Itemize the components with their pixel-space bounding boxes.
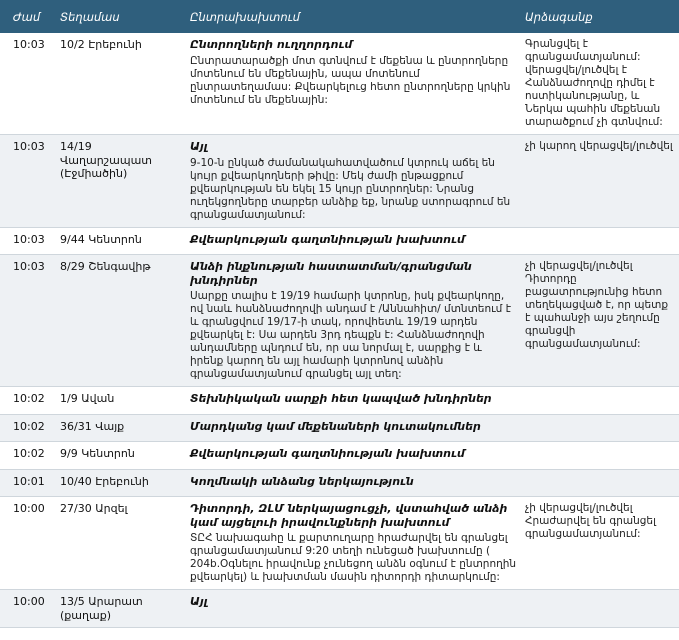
- row-time: 10:03: [13, 38, 45, 51]
- row-response: [521, 590, 679, 628]
- row-response: [521, 414, 679, 442]
- header-place: Տեղամաս: [60, 9, 120, 24]
- table-row: [0, 590, 679, 628]
- table-body: [0, 33, 679, 628]
- table-row: [0, 255, 679, 387]
- row-violation: [186, 387, 521, 415]
- row-time: 10:02: [13, 392, 45, 405]
- row-time: 10:01: [13, 474, 45, 488]
- row-place: 27/30 Արզել: [60, 502, 128, 515]
- row-time: 10:03: [13, 140, 45, 153]
- table-row: [0, 469, 679, 497]
- row-time: 10:02: [13, 447, 45, 460]
- violation-title: Տեխնիկական սարքի հետ կապված խնդիրներ: [190, 392, 492, 405]
- table-row: [0, 33, 679, 135]
- violation-title: Դիտորդի, ԶԼՄ ներկայացուցչի, վստահված անձի կամ այցելուի իրավունքների խախտում: [190, 502, 508, 529]
- row-place: 14/19 Վաղարշապատ (Էջմիածին): [60, 140, 153, 180]
- row-time: 10:00: [13, 502, 45, 515]
- violation-title: Այլ: [190, 595, 208, 608]
- row-place: 10/40 Էրեբունի: [60, 474, 149, 488]
- row-place: 9/44 Կենտրոն: [60, 232, 142, 246]
- row-response: [521, 387, 679, 415]
- header-time: Ժամ: [13, 9, 41, 24]
- row-response: չի վերացվել/լուծվել Դիտորդը բացատրությունից հետո տեղեկացված է, որ պետք է պահանջի այս շեղումը գրանցվի գրանցամատյանում:: [525, 260, 668, 350]
- violation-title: Անձի ինքնության հաստատման/գրանցման խնդիրներ: [190, 260, 472, 287]
- row-place: 36/31 Վայք: [60, 419, 125, 433]
- row-violation: [186, 255, 521, 387]
- violation-description: 9-10-ն ընկած ժամանակահատվածում կտրուկ աճել են կույր քվեարկողների թիվը: Մեկ ժամի ընթացքում քվեարկության են եկել 15 կույր ընտրողներ: Նրանց ուղեկցողները տարբեր անձիք եք, նրանք ստորագրում են գրանցամատյանում:: [190, 156, 511, 221]
- table-row: [0, 414, 679, 442]
- row-response: չի կարող վերացվել/լուծվել: [525, 140, 673, 152]
- row-time: 10:03: [13, 232, 45, 246]
- row-place: 13/5 Արարատ (քաղաք): [60, 595, 143, 622]
- violation-description: Սարքը տալիս է 19/19 համարի կտրոնը, իսկ քվեարկողը, ով նաև հանձնաժողովի անդամ է /Աննահիտ/ մտնտեում է և գրանցվում 19/17-ի տակ, որովհետև 19/19 արդեն քվեարկել է: Սա արդեն 3րդ դեպքն է: Հանձնաժողովի անդամները պնդում են, որ սա նորմալ է, սարքից է և իրենք կարող են այլ համարի կտրոնով անձին գրանցամատյանում գրանցել այլ տեղ:: [190, 290, 512, 380]
- violation-title: Այլ: [190, 140, 208, 153]
- row-time: 10:02: [13, 419, 45, 433]
- violation-title: Ընտրողների ուղղորդում: [190, 38, 353, 51]
- row-time: 10:00: [13, 595, 45, 608]
- table-row: [0, 227, 679, 255]
- row-violation: [186, 590, 521, 628]
- table-header: [0, 0, 679, 33]
- row-place: 9/9 Կենտրոն: [60, 447, 135, 460]
- violation-title: Քվեարկության գաղտնիության խախտում: [190, 232, 465, 246]
- violation-title: Քվեարկության գաղտնիության խախտում: [190, 447, 465, 460]
- row-violation: [186, 497, 521, 590]
- row-response: Գրանցվել է գրանցամատյանում: վերացվել/լուծվել է Հանձնաժողովը դիմել է ոստիկանությանը, և Ներկա պահին մեքենան տարածքում չի գտնվում:: [525, 38, 663, 128]
- table-row: [0, 387, 679, 415]
- header-row: [0, 0, 679, 33]
- header-violation: Ընտրախախտում: [190, 9, 300, 24]
- row-violation: [186, 227, 521, 255]
- table-row: [0, 135, 679, 228]
- row-place: 1/9 Ավան: [60, 392, 115, 405]
- row-violation: [186, 442, 521, 470]
- row-response: չի վերացվել/լուծվել Հրաժարվել են գրանցել գրանցամատյանում:: [525, 502, 656, 540]
- row-violation: [186, 469, 521, 497]
- header-response: Արձագանք: [525, 9, 593, 24]
- row-response: [521, 442, 679, 470]
- violation-description: ՏԸՀ նախագահը և քարտուղարը հրաժարվել են գրանցել գրանցամատյանում 9:20 տեղի ունեցած խախտումը ( 204b.Օգնելու իրավունք չունեցող անձն օգնում է ընտրողին քվեարկել) և խախտման մասին դիտորդի դիտարկումը:: [190, 532, 517, 583]
- row-place: 10/2 Էրեբունի: [60, 38, 142, 51]
- row-violation: [186, 33, 521, 135]
- violation-description: Ընտրատարածքի մոտ գտնվում է մեքենա և ընտրողները մոտենում են մեքենային, ապա մոտենում ընտրատեղամաս: Քվեարկելուց հետո ընտրողները կրկին մոտենում են մեքենային:: [190, 54, 511, 106]
- violation-title: Մարդկանց կամ մեքենաների կուտակումներ: [190, 419, 481, 433]
- row-violation: [186, 414, 521, 442]
- table-row: [0, 442, 679, 470]
- row-place: 8/29 Շենգավիթ: [60, 260, 151, 273]
- row-violation: [186, 135, 521, 228]
- row-response: [521, 227, 679, 255]
- violation-title: Կողմնակի անձանց ներկայություն: [190, 474, 414, 488]
- row-response: [521, 469, 679, 497]
- table-row: [0, 497, 679, 590]
- row-time: 10:03: [13, 260, 45, 273]
